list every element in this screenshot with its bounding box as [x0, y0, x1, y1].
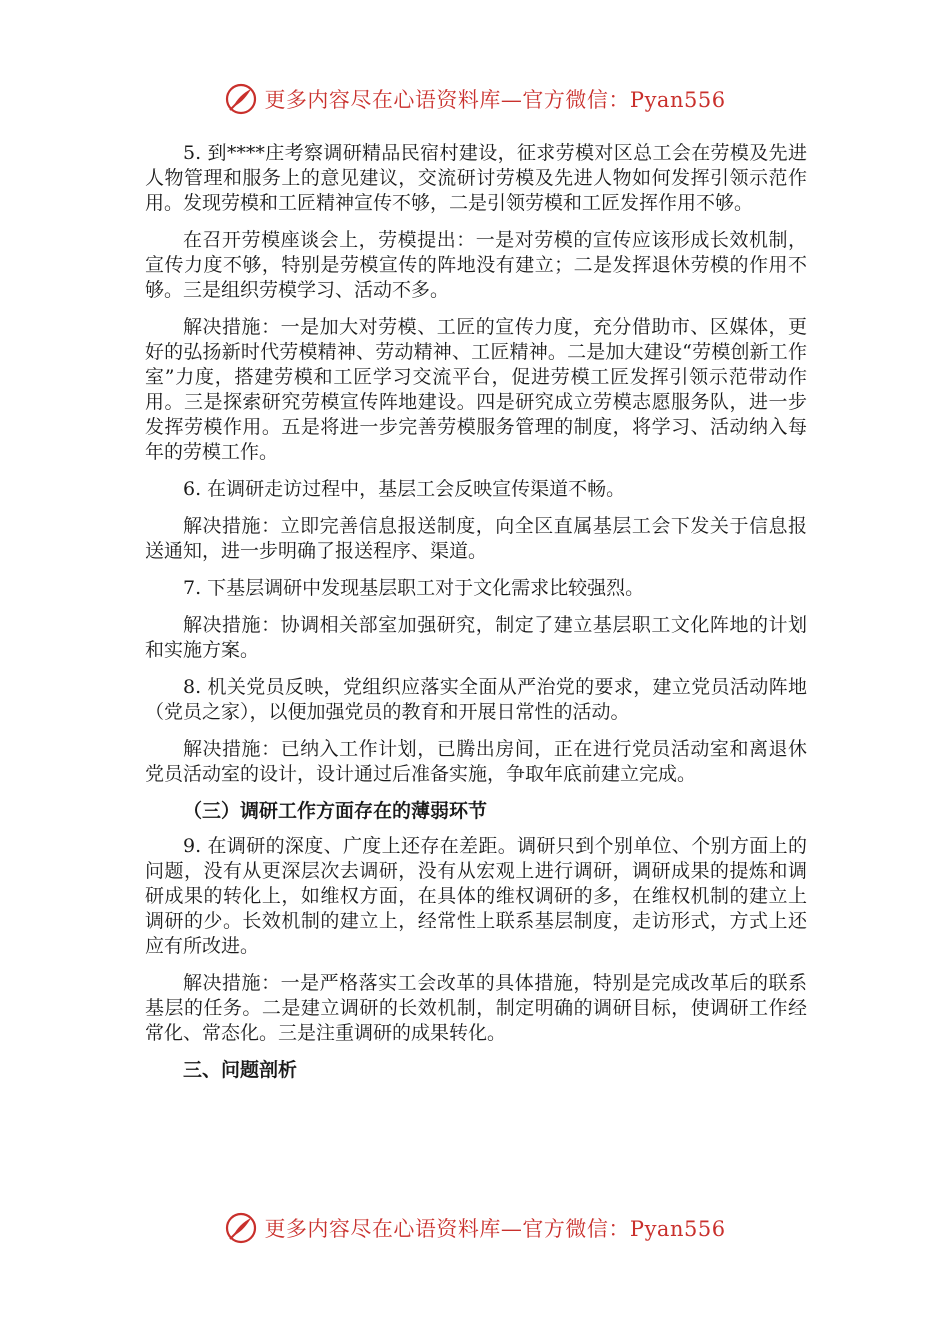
paragraph: 在召开劳模座谈会上，劳模提出：一是对劳模的宣传应该形成长效机制，宣传力度不够，特别是劳模宣传的阵地没有建立；二是发挥退休劳模的作用不够。三是组织劳模学习、活动不多。 — [145, 229, 807, 301]
document-body — [145, 141, 807, 1093]
paragraph: 7. 下基层调研中发现基层职工对于文化需求比较强烈。 — [183, 577, 645, 599]
paragraph: 解决措施：立即完善信息报送制度，向全区直属基层工会下发关于信息报送通知，进一步明确了报送程序、渠道。 — [145, 515, 807, 562]
header-banner — [0, 82, 950, 116]
footer-banner — [0, 1211, 950, 1245]
paragraph: 解决措施：已纳入工作计划，已腾出房间，正在进行党员活动室和离退休党员活动室的设计，设计通过后准备实施，争取年底前建立完成。 — [145, 738, 807, 785]
banner-text: 更多内容尽在心语资料库—官方微信：Pyan556 — [264, 1217, 726, 1241]
feather-pen-icon — [224, 82, 258, 116]
paragraph: 解决措施：一是严格落实工会改革的具体措施，特别是完成改革后的联系基层的任务。二是建立调研的长效机制，制定明确的调研目标，使调研工作经常化、常态化。三是注重调研的成果转化。 — [145, 972, 807, 1044]
paragraph: 6. 在调研走访过程中，基层工会反映宣传渠道不畅。 — [183, 478, 626, 500]
paragraph: 解决措施：一是加大对劳模、工匠的宣传力度，充分借助市、区媒体，更好的弘扬新时代劳模精神、劳动精神、工匠精神。二是加大建设“劳模创新工作室”力度，搭建劳模和工匠学习交流平台，促进劳模工匠发挥引领示范带动作用。三是探索研究劳模宣传阵地建设。四是研究成立劳模志愿服务队，进一步发挥劳模作用。五是将进一步完善劳模服务管理的制度，将学习、活动纳入每年的劳模工作。 — [145, 316, 807, 463]
paragraph: 解决措施：协调相关部室加强研究，制定了建立基层职工文化阵地的计划和实施方案。 — [145, 614, 807, 661]
paragraph: 9. 在调研的深度、广度上还存在差距。调研只到个别单位、个别方面上的问题，没有从更深层次去调研，没有从宏观上进行调研，调研成果的提炼和调研成果的转化上，如维权方面，在具体的维权调研的多，在维权机制的建立上调研的少。长效机制的建立上，经常性上联系基层制度，走访形式，方式上还应有所改进。 — [145, 835, 807, 957]
paragraph: 5. 到****庄考察调研精品民宿村建设，征求劳模对区总工会在劳模及先进人物管理和服务上的意见建议，交流研讨劳模及先进人物如何发挥引领示范作用。发现劳模和工匠精神宣传不够，二是引领劳模和工匠发挥作用不够。 — [145, 142, 807, 214]
subsection-heading: （三）调研工作方面存在的薄弱环节 — [183, 800, 488, 822]
feather-pen-icon — [224, 1211, 258, 1245]
banner-text: 更多内容尽在心语资料库—官方微信：Pyan556 — [264, 88, 726, 112]
section-heading: 三、问题剖析 — [183, 1059, 298, 1081]
paragraph: 8. 机关党员反映，党组织应落实全面从严治党的要求，建立党员活动阵地（党员之家），以便加强党员的教育和开展日常性的活动。 — [145, 676, 807, 723]
